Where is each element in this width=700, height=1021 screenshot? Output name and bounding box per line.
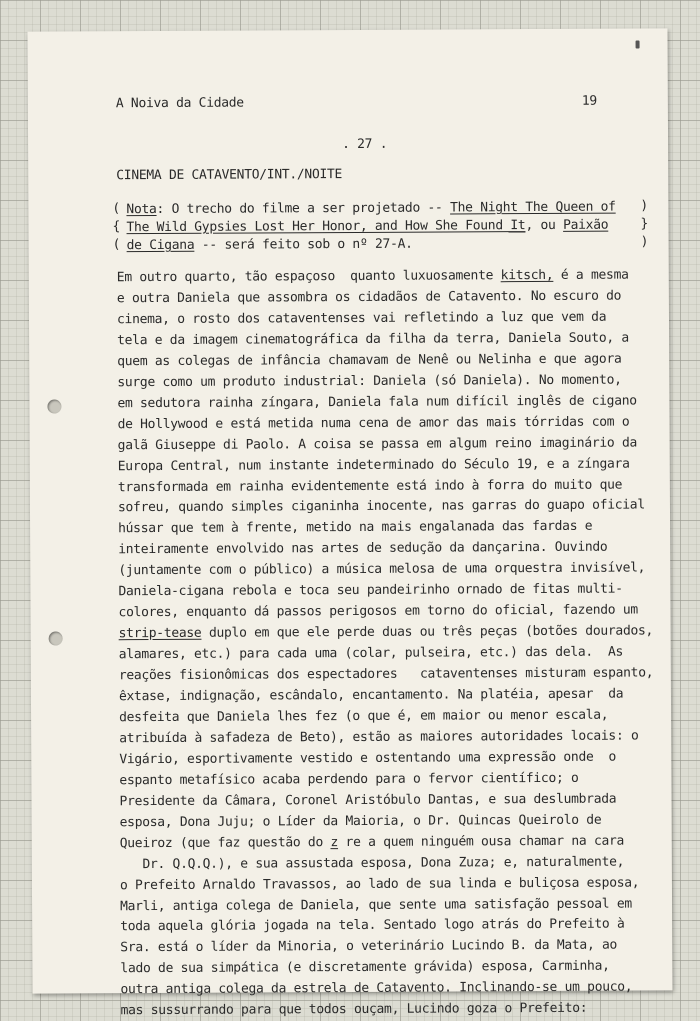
body-segment: reações fisionômicas dos espectadores cataventenses misturam espanto, — [118, 665, 654, 684]
body-segment: o Prefeito Arnaldo Travassos, ao lado de sua linda e buliçosa esposa, — [119, 874, 640, 893]
body-segment: inteiramente envolvido nas artes de sedução da dançarina. Ouvindo — [118, 539, 608, 558]
body-line — [118, 518, 592, 538]
body-line — [119, 770, 578, 790]
body-line — [119, 707, 608, 728]
body-line — [119, 727, 638, 748]
body-segment: duplo em que ele perde duas ou três peças (botões dourados, — [201, 623, 654, 641]
body-line — [118, 434, 637, 455]
document-title: A Noiva da Cidade — [115, 95, 244, 112]
body-line — [120, 832, 624, 853]
note-label: Nota — [126, 202, 157, 218]
body-line — [118, 455, 630, 476]
body-line — [118, 476, 622, 497]
film-title-pt: de Cigana — [126, 237, 195, 254]
page-number: 19 — [581, 93, 597, 109]
body-line — [120, 895, 632, 916]
body-segment: mas sussurrando para que todos ouçam, Lucindo goza o Prefeito: — [120, 1001, 588, 1019]
body-line — [117, 267, 629, 288]
scene-heading: CINEMA DE CATAVENTO/INT./NOITE — [116, 167, 343, 184]
body-segment: alamares, etc.) para cada uma (colar, pulseira, etc.) das dela. As — [118, 644, 624, 663]
body-segment: êxtase, indignação, escândalo, encantamento. Na platéia, apesar da — [118, 686, 624, 705]
note-brace-left: ( — [112, 201, 121, 217]
body-segment: sofreu, quando simples ciganinha inocente, nas garras do guapo oficial — [117, 497, 645, 516]
body-segment: surge como um produto industrial: Daniela (só Daniela). No momento, — [117, 372, 622, 391]
body-segment: cinema, o rosto dos cataventenses vai refletindo a luz que vem da — [116, 309, 607, 328]
body-line — [120, 916, 624, 937]
body-line — [119, 644, 623, 665]
body-line — [119, 664, 653, 685]
body-line — [118, 539, 607, 560]
body-segment: Sra. está o líder da Minoria, o veterinário Lucindo B. da Mata, ao — [120, 937, 618, 956]
body-segment: Queiroz (que faz questão do — [119, 834, 331, 851]
body-line — [119, 748, 616, 769]
note-line: de Cigana -- será feito sob o nº 27-A. — [126, 236, 413, 254]
body-line — [120, 874, 639, 895]
underlined-term: kitsch, — [500, 267, 554, 284]
scene-number: . 27 . — [342, 136, 388, 153]
body-segment: é a mesma — [553, 267, 629, 283]
body-segment: Presidente da Câmara, Coronel Aristóbulo Dantas, e sua deslumbrada — [119, 791, 617, 810]
body-line — [118, 560, 645, 581]
body-segment: galã Giuseppe di Paolo. A coisa se passa em algum reino imaginário da — [117, 435, 638, 453]
body-line — [117, 350, 621, 371]
body-line — [119, 686, 623, 707]
underlined-term: strip-tease — [118, 625, 202, 642]
body-segment: e outra Daniela que assombra os cidadãos de Catavento. No escuro do — [116, 288, 622, 307]
body-segment: hússar que tem à frente, metido na mais engalanada das fardas e — [118, 519, 593, 537]
body-segment: atribuída à safadeza de Beto), estão as maiores autoridades locais: o — [119, 728, 639, 747]
body-segment: quem as colegas de infância chamavam de Nenê ou Nelinha e que agora — [117, 351, 622, 370]
body-line — [120, 937, 617, 958]
note-brace-right: ) — [640, 234, 649, 250]
body-line — [118, 602, 637, 623]
body-segment: transformada em rainha evidentemente está indo à forra do muito que — [117, 477, 623, 495]
body-line — [117, 287, 621, 308]
body-line — [117, 329, 629, 350]
underlined-term: z — [330, 834, 339, 850]
punch-hole — [47, 400, 61, 414]
body-line — [119, 623, 653, 644]
body-line — [119, 790, 616, 811]
body-segment: tela e da imagem cinematográfica da filha da terra, Daniela Souto, a — [117, 330, 629, 349]
note-brace-left: ( — [112, 237, 121, 253]
film-title: The Night The Queen of — [450, 199, 616, 216]
body-segment: Em outro quarto, tão espaçoso quanto luxuosamente — [116, 268, 501, 286]
body-segment: em sedutora rainha zíngara, Daniela fala num difícil inglês de cigano — [117, 393, 637, 411]
body-line — [118, 581, 622, 602]
body-line — [120, 958, 609, 979]
note-line: The Wild Gypsies Lost Her Honor, and How She Found It, ou Paixão — [126, 217, 609, 236]
typewritten-page — [27, 28, 672, 1019]
body-segment: espanto metafísico acaba perdendo para o fervor científico; o — [119, 770, 579, 789]
body-line — [117, 371, 621, 392]
punch-hole — [49, 632, 63, 646]
body-segment: Dr. Q.Q.Q.), e sua assustada esposa, Dona Zuza; e, naturalmente, — [119, 854, 625, 872]
body-segment: outra antiga colega da estrela de Catavento. Inclinando-se um pouco, — [120, 979, 633, 998]
body-line — [117, 413, 629, 434]
body-segment: Marli, antiga colega de Daniela, que sente uma satisfação pessoal em — [120, 896, 632, 914]
body-segment: de Hollywood e está metida numa cena de amor das mais tórridas com o — [117, 414, 630, 432]
body-line — [117, 392, 636, 413]
body-segment: lado de sua simpática (e discretamente grávida) esposa, Carminha, — [120, 959, 610, 977]
body-segment: Daniela-cigana rebola e toca seu pandeirinho ornado de fitas multi- — [118, 581, 623, 600]
body-segment: re a quem ninguém ousa chamar na cara — [337, 833, 625, 850]
note-brace-left: { — [112, 219, 121, 235]
film-title-pt: Paixão — [563, 217, 609, 233]
film-title: The Wild Gypsies Lost Her Honor, and How She Found It — [126, 218, 526, 236]
body-line — [118, 497, 645, 518]
body-line — [120, 979, 632, 1000]
body-line — [121, 1000, 588, 1020]
staple-mark — [636, 40, 640, 48]
body-line — [120, 853, 624, 874]
body-line — [120, 811, 602, 832]
body-segment: (juntamente com o público) a música melosa de uma orquestra invisível, — [118, 560, 646, 579]
body-segment: Europa Central, num instante indeterminado do Século 19, e a zíngara — [117, 456, 630, 474]
body-segment: desfeita que Daniela lhes fez (o que é, em maior ou menor escala, — [119, 707, 609, 726]
body-segment: esposa, Dona Juju; o Líder da Maioria, o Dr. Quincas Queirolo de — [119, 812, 602, 830]
body-segment: Vigário, esportivamente vestido e ostentando uma expressão onde o — [119, 749, 617, 768]
note-brace-right: ) — [640, 198, 649, 214]
note-line: Nota: O trecho do filme a ser projetado -- The Night The Queen of — [126, 199, 616, 218]
body-segment: colores, enquanto dá passos perigosos em torno do oficial, fazendo um — [118, 602, 638, 621]
note-brace-right: } — [640, 216, 649, 232]
body-line — [117, 309, 606, 330]
body-segment: toda aquela glória jogada na tela. Sentado logo atrás do Prefeito à — [120, 916, 625, 935]
